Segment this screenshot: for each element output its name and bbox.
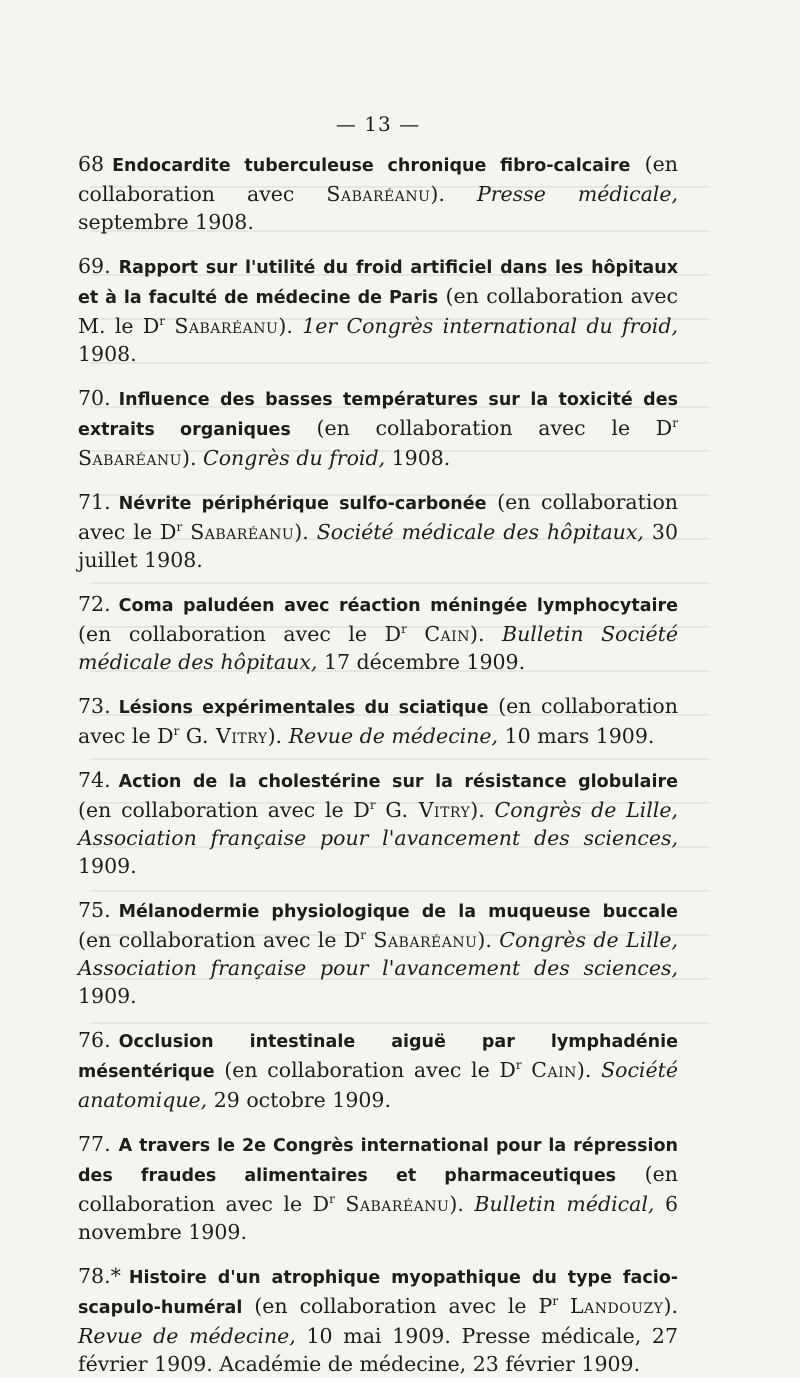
entry-collab-text: (en collaboration avec le D (78, 1162, 678, 1216)
entry-title: Endocardite tuberculeuse chronique fibro-calcaire (112, 156, 631, 176)
collaborator-name: Sabaréanu (373, 928, 478, 952)
title-superscript: r (329, 1192, 335, 1207)
bibliography-entry-78 (78, 1262, 678, 1378)
bibliography-entry-75 (78, 896, 678, 1010)
entry-venue: 1er Congrès international du froid, (302, 314, 678, 338)
entry-date: 1909. (78, 984, 137, 1008)
collaborator-name: Sabaréanu (174, 314, 279, 338)
bibliography-entry-69 (78, 252, 678, 368)
entry-date: septembre 1908. (78, 210, 254, 234)
entry-number: 73. (78, 694, 111, 718)
collaborator-name: Sabaréanu (326, 182, 431, 206)
entry-separator: ). (663, 1294, 678, 1318)
entry-separator: ). (576, 1058, 602, 1082)
entry-date: 10 mars 1909. (498, 724, 655, 748)
entry-venue: Revue de médecine, (78, 1324, 296, 1348)
title-superscript: r (369, 798, 376, 813)
bibliography-entry-76 (78, 1026, 678, 1114)
entry-number: 78.* (78, 1264, 121, 1288)
entry-separator: ). (469, 622, 503, 646)
entry-collab-text: (en collaboration avec le D (78, 694, 678, 748)
entry-venue: Presse médicale, (476, 182, 679, 206)
bibliography-entry-68 (78, 150, 678, 236)
entry-venue: Congrès de Lille, Association française pour l'avancement des sciences, (78, 928, 678, 980)
bibliography-entry-71 (78, 488, 678, 574)
page-number: — 13 — (335, 112, 421, 136)
collaborator-name: Landouzy (570, 1294, 664, 1318)
entry-title: Coma paludéen avec réaction méningée lymphocytaire (118, 596, 678, 616)
entry-date: 1908. (78, 342, 137, 366)
entry-collab-text: (en collaboration avec le D (214, 1058, 516, 1082)
entry-separator: ). (181, 446, 204, 470)
entry-separator: ). (430, 182, 477, 206)
entry-collab-text: (en collaboration avec M. le D (78, 284, 678, 338)
collaborator-name: Sabaréanu (345, 1192, 450, 1216)
entry-date: 30 juillet 1908. (78, 520, 679, 572)
collaborator-name: Sabaréanu (78, 446, 182, 470)
entry-date: 10 mai 1909. Presse médicale, 27 février 1909. Académie de médecine, 23 février 1909. (78, 1324, 679, 1376)
title-superscript: r (401, 622, 407, 637)
collaborator-name: G. Vitry (385, 798, 471, 822)
entry-collab-text: (en collaboration avec le D (78, 622, 402, 646)
collaborator-name: Sabaréanu (190, 520, 295, 544)
entry-venue: Bulletin médical, (474, 1192, 655, 1216)
entry-separator: ). (294, 520, 317, 544)
entry-title: A travers le 2e Congrès international pour la répression des fraudes alimentaires et pharmaceutiques (78, 1136, 678, 1186)
entry-number: 75. (78, 898, 111, 922)
entry-number: 69. (78, 254, 111, 278)
entry-number: 74. (78, 768, 111, 792)
title-superscript: r (159, 314, 166, 329)
entry-date: 1909. (78, 854, 137, 878)
entry-title: Névrite périphérique sulfo-carbonée (118, 494, 487, 514)
entry-venue: Revue de médecine, (288, 724, 499, 748)
bibliography-entry-74 (78, 766, 678, 880)
entry-collab-text: (en collaboration avec (78, 152, 678, 206)
collaborator-name: Cain (424, 622, 470, 646)
entry-collab-text: (en collaboration avec le D (78, 798, 370, 822)
entry-title: Lésions expérimentales du sciatique (118, 698, 489, 718)
entry-venue: Société anatomique, (78, 1058, 678, 1112)
entry-title: Mélanodermie physiologique de la muqueuse buccale (118, 902, 678, 922)
bibliography-entry-70 (78, 384, 678, 472)
entry-collab-text: (en collaboration avec le D (78, 928, 361, 952)
bibliography-list (78, 150, 678, 1378)
title-superscript: r (672, 416, 678, 431)
entry-collab-text: (en collaboration avec le D (290, 416, 673, 440)
title-superscript: r (552, 1294, 559, 1309)
entry-title: Influence des basses températures sur la toxicité des extraits organiques (78, 390, 678, 440)
entry-separator: ). (449, 1192, 475, 1216)
entry-separator: ). (267, 724, 289, 748)
title-superscript: r (360, 928, 367, 943)
entry-number: 68 (78, 152, 105, 176)
bibliography-entry-73 (78, 692, 678, 750)
entry-date: 6 novembre 1909. (78, 1192, 678, 1244)
entry-number: 72. (78, 592, 111, 616)
entry-title: Action de la cholestérine sur la résistance globulaire (118, 772, 678, 792)
entry-date: 1908. (385, 446, 451, 470)
entry-separator: ). (470, 798, 495, 822)
entry-number: 70. (78, 386, 111, 410)
entry-collab-text: (en collaboration avec le P (242, 1294, 553, 1318)
entry-venue: Société médicale des hôpitaux, (316, 520, 644, 544)
title-superscript: r (173, 724, 180, 739)
entry-venue: Bulletin Société médicale des hôpitaux, (78, 622, 678, 674)
bibliography-entry-72 (78, 590, 678, 676)
collaborator-name: Cain (531, 1058, 577, 1082)
title-superscript: r (515, 1058, 522, 1073)
entry-title: Occlusion intestinale aiguë par lymphadénie mésentérique (78, 1032, 678, 1082)
entry-number: 76. (78, 1028, 111, 1052)
entry-venue: Congrès du froid, (203, 446, 386, 470)
collaborator-name: G. Vitry (185, 724, 268, 748)
entry-separator: ). (477, 928, 500, 952)
entry-date: 29 octobre 1909. (207, 1088, 391, 1112)
entry-venue: Congrès de Lille, Association française pour l'avancement des sciences, (78, 798, 679, 850)
entry-date: 17 décembre 1909. (317, 650, 526, 674)
entry-title: Rapport sur l'utilité du froid artificiel dans les hôpitaux et à la faculté de médecine de Paris (78, 258, 678, 308)
entry-number: 71. (78, 490, 111, 514)
entry-number: 77. (78, 1132, 111, 1156)
bibliography-entry-77 (78, 1130, 678, 1246)
entry-title: Histoire d'un atrophique myopathique du type facio-scapulo-huméral (78, 1268, 678, 1318)
entry-separator: ). (278, 314, 303, 338)
entry-collab-text: (en collaboration avec le D (78, 490, 678, 544)
title-superscript: r (176, 520, 183, 535)
